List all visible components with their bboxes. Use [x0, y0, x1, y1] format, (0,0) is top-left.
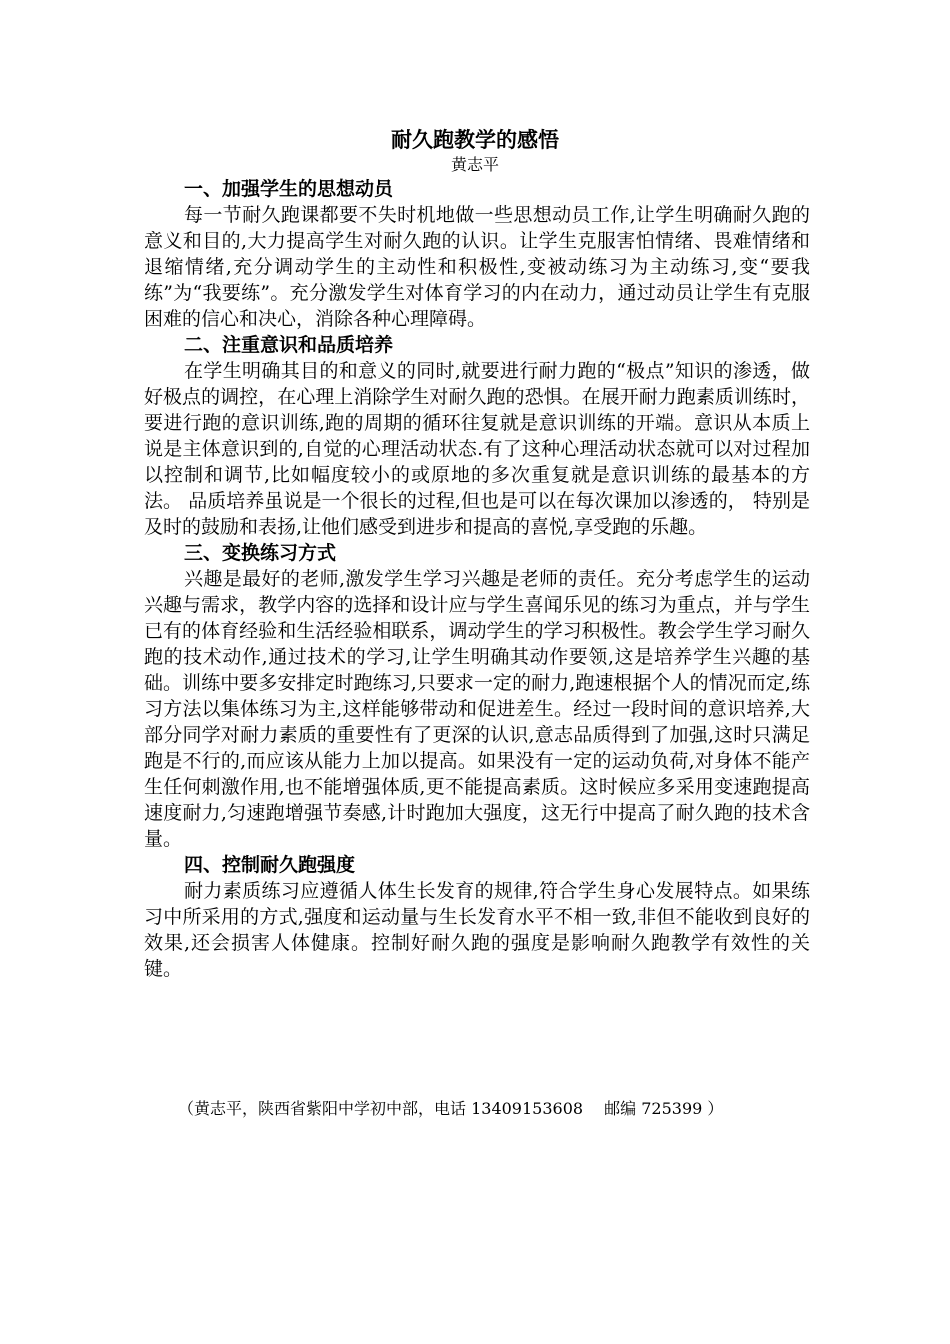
- section-4: [144, 852, 810, 982]
- section-1: [144, 176, 810, 332]
- section-heading: 一、加强学生的思想动员: [184, 178, 394, 200]
- section-paragraph: 耐力素质练习应遵循人体生长发育的规律,符合学生身心发展特点。如果练习中所采用的方式,强度和运动量与生长发育水平不相一致,非但不能收到良好的效果,还会损害人体健康。控制好耐久跑的强度是影响耐久跑教学有效性的关键。: [144, 880, 810, 980]
- section-2: [144, 332, 810, 540]
- section-heading: 二、注重意识和品质培养: [184, 334, 394, 356]
- section-heading: 三、变换练习方式: [184, 542, 337, 564]
- section-heading: 四、控制耐久跑强度: [184, 854, 356, 876]
- section-paragraph: 每一节耐久跑课都要不失时机地做一些思想动员工作,让学生明确耐久跑的意义和目的,大力提高学生对耐久跑的认识。让学生克服害怕情绪、畏难情绪和退缩情绪,充分调动学生的主动性和积极性,变被动练习为主动练习,变“要我练”为“我要练”。充分激发学生对体育学习的内在动力，通过动员让学生有克服困难的信心和决心，消除各种心理障碍。: [144, 204, 810, 330]
- document-author: 黄志平: [450, 155, 499, 174]
- section-paragraph: 兴趣是最好的老师,激发学生学习兴趣是老师的责任。充分考虑学生的运动兴趣与需求，教学内容的选择和设计应与学生喜闻乐见的练习为重点，并与学生已有的体育经验和生活经验相联系，调动学生的学习积极性。教会学生学习耐久跑的技术动作,通过技术的学习,让学生明确其动作要领,这是培养学生兴趣的基础。训练中要多安排定时跑练习,只要求一定的耐力,跑速根据个人的情况而定,练习方法以集体练习为主,这样能够带动和促进差生。经过一段时间的意识培养,大部分同学对耐力素质的重要性有了更深的认识,意志品质得到了加强,这时只满足跑是不行的,而应该从能力上加以提高。如果没有一定的运动负荷,对身体不能产生任何刺激作用,也不能增强体质,更不能提高素质。这时候应多采用变速跑提高速度耐力,匀速跑增强节奏感,计时跑加大强度，这无行中提高了耐久跑的技术含量。: [144, 568, 810, 850]
- section-paragraph: 在学生明确其目的和意义的同时,就要进行耐力跑的“极点”知识的渗透，做好极点的调控，在心理上消除学生对耐久跑的恐惧。在展开耐力跑素质训练时， 要进行跑的意识训练,跑的周期的循环往复就是意识训练的开端。意识从本质上说是主体意识到的,自觉的心理活动状态.有了这种心理活动状态就可以对过程加以控制和调节,比如幅度较小的或原地的多次重复就是意识训练的最基本的方法。 品质培养虽说是一个很长的过程,但也是可以在每次课加以渗透的， 特别是及时的鼓励和表扬,让他们感受到进步和提高的喜悦,享受跑的乐趣。: [144, 360, 810, 538]
- section-3: [144, 540, 810, 852]
- document-title: 耐久跑教学的感悟: [391, 128, 559, 152]
- document-body: [144, 176, 810, 982]
- author-contact-footer: （黄志平，陕西省紫阳中学初中部，电话 13409153608 邮编 725399 ）: [178, 1099, 724, 1118]
